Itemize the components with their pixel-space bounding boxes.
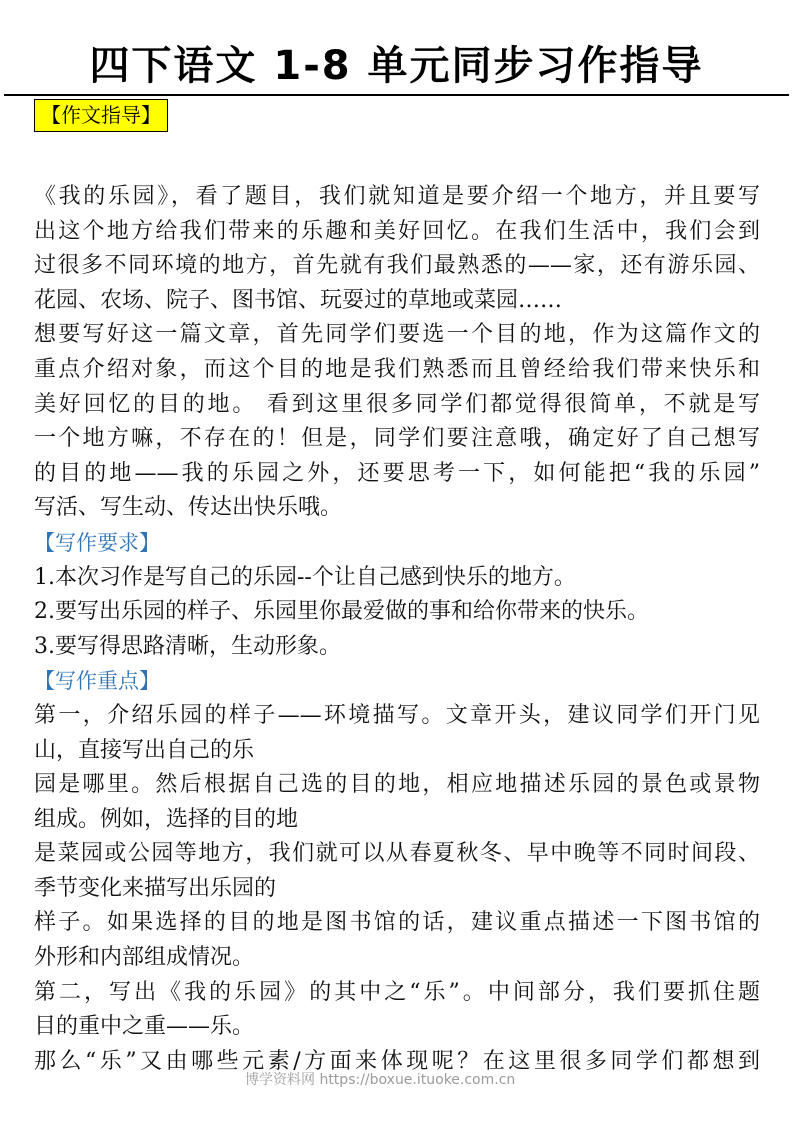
text-line: 过很多不同环境的地方，首先就有我们最熟悉的——家，还有游乐园、 <box>34 253 760 279</box>
text-line: 出这个地方给我们带来的乐趣和美好回忆。在我们生活中，我们会到 <box>34 218 760 244</box>
section-heading-requirements: 【写作要求】 <box>34 530 160 555</box>
text-line: 样子。如果选择的目的地是图书馆的话，建议重点描述一下图书馆的 <box>34 910 760 936</box>
title-divider <box>4 94 789 96</box>
text-line: 季节变化来描写出乐园的 <box>34 875 277 901</box>
text-line: 外形和内部组成情况。 <box>34 945 255 971</box>
watermark: 博学资料网 https://boxue.ituoke.com.cn <box>245 1072 516 1088</box>
text-line: 想要写好这一篇文章，首先同学们要选一个目的地，作为这篇作文的 <box>34 322 760 348</box>
section-heading-focus: 【写作重点】 <box>34 669 160 694</box>
text-line: 一个地方嘛，不存在的！但是，同学们要注意哦，确定好了自己想写 <box>34 426 760 452</box>
text-line: 重点介绍对象，而这个目的地是我们熟悉而且曾经给我们带来快乐和 <box>34 356 760 382</box>
requirement-item: 3.要写得思路清晰，生动形象。 <box>34 633 341 659</box>
text-line: 《我的乐园》，看了题目，我们就知道是要介绍一个地方，并且要写 <box>34 184 760 209</box>
composition-guide-tag: 【作文指导】 <box>34 99 168 132</box>
text-line: 园是哪里。然后根据自己选的目的地，相应地描述乐园的景色或景物 <box>34 772 760 798</box>
text-line: 山，直接写出自己的乐 <box>34 737 255 763</box>
text-line: 的目的地——我的乐园之外，还要思考一下，如何能把“我的乐园” <box>34 460 760 486</box>
text-line: 那么“乐”又由哪些元素/方面来体现呢？在这里很多同学们都想到 <box>34 1048 760 1074</box>
text-line: 是菜园或公园等地方，我们就可以从春夏秋冬、早中晚等不同时间段、 <box>34 841 760 867</box>
text-line: 花园、农场、院子、图书馆、玩耍过的草地或菜园…… <box>34 287 563 313</box>
text-line: 第二，写出《我的乐园》的其中之“乐”。中间部分，我们要抓住题 <box>34 979 760 1005</box>
paragraph-intro <box>34 180 760 1079</box>
text-line: 目的重中之重——乐。 <box>34 1014 255 1040</box>
requirement-item: 1.本次习作是写自己的乐园--个让自己感到快乐的地方。 <box>34 564 576 590</box>
text-line: 组成。例如，选择的目的地 <box>34 806 299 832</box>
requirement-item: 2.要写出乐园的样子、乐园里你最爱做的事和给你带来的快乐。 <box>34 599 649 625</box>
text-line: 美好回忆的目的地。 看到这里很多同学们都觉得很简单，不就是写 <box>34 391 760 417</box>
document-title: 四下语文 1-8 单元同步习作指导 <box>89 43 704 89</box>
text-line: 第一，介绍乐园的样子——环境描写。文章开头，建议同学们开门见 <box>34 702 760 728</box>
text-line: 写活、写生动、传达出快乐哦。 <box>34 495 343 521</box>
